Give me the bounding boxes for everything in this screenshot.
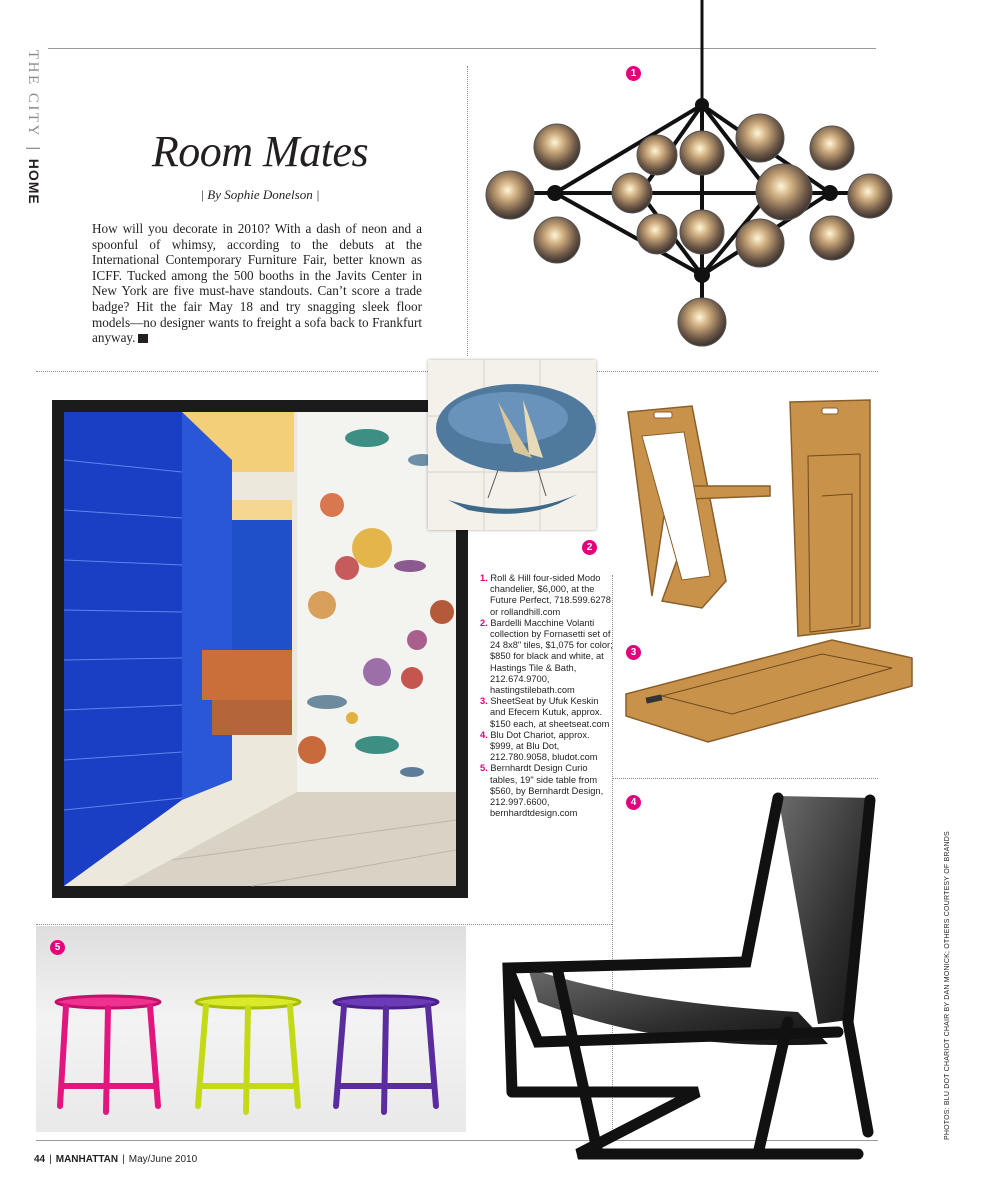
credit-item	[480, 730, 615, 764]
item-badge-4: 4	[626, 795, 641, 810]
intro-paragraph	[92, 221, 422, 346]
chandelier-image	[480, 0, 900, 355]
item-badge-5: 5	[50, 940, 65, 955]
credit-number: 1.	[480, 573, 488, 583]
curio-tables-scene	[36, 926, 466, 1132]
credit-item	[480, 618, 615, 696]
bathroom-photo	[52, 400, 468, 898]
photo-credit: PHOTOS: BLU DOT CHARIOT CHAIR BY DAN MONICK; OTHERS COURTESY OF BRANDS	[944, 831, 951, 1140]
magazine-name: MANHATTAN	[55, 1154, 119, 1165]
credit-item	[480, 573, 615, 618]
credit-text: SheetSeat by Ufuk Keskin and Efecem Kutuk, approx. $150 each, at sheetseat.com	[490, 696, 610, 729]
credit-text: Blu Dot Chariot, approx. $999, at Blu Dot, 212.780.9058, bludot.com	[490, 729, 598, 763]
byline: | By Sophie Donelson |	[200, 187, 320, 202]
section-label	[20, 48, 48, 208]
section-separator: |	[25, 146, 42, 151]
tile-detail-photo	[428, 360, 596, 530]
credit-number: 2.	[480, 617, 488, 628]
issue-date: May/June 2010	[128, 1154, 198, 1165]
intro-text: How will you decorate in 2010? With a dash of neon and a spoonful of whimsy, according to the debuts at the International Contemporary Furniture Fair, better known as ICFF. Tucked among the 500 booths in the Javits Center in New York are five must-have standouts. Can’t score a trade badge? Hit the fair May 18 and try snagging sleek floor models—no designer wants to freight a sofa back to Frankfurt anyway.	[92, 221, 422, 346]
section-name: THE CITY	[25, 50, 41, 138]
credit-text: Roll & Hill four-sided Modo chandelier, $6,000, at the Future Perfect, 718.599.6278 or rollandhill.com	[490, 573, 611, 617]
item-badge-1: 1	[626, 66, 641, 81]
bathroom-scene	[52, 400, 468, 898]
page-footer	[34, 1154, 197, 1165]
magazine-m-logo-icon	[138, 334, 148, 343]
chariot-chair-image	[498, 792, 880, 1164]
credit-text: Bardelli Macchine Volanti collection by Fornasetti set of 24 8x8" tiles, $1,075 for color; $850 for black and white, at Hastings Tile & Bath, 212.674.9700, hastingstilebath.com	[490, 617, 613, 696]
item-badge-3: 3	[626, 645, 641, 660]
credit-text: Bernhardt Design Curio tables, 19" side table from $560, by Bernhardt Design, 212.997.6600, bernhardtdesign.com	[490, 763, 604, 819]
credit-item	[480, 696, 615, 730]
page-number: 44	[34, 1154, 46, 1165]
right-divider	[612, 778, 878, 779]
article-title: Room Mates	[151, 127, 369, 176]
credit-number: 5.	[480, 763, 488, 774]
curio-tables-photo	[36, 926, 466, 1132]
section-subname: HOME	[26, 158, 42, 205]
credit-number: 4.	[480, 729, 488, 740]
column-divider	[467, 66, 468, 356]
footer-separator: |	[122, 1154, 125, 1165]
credit-number: 3.	[480, 696, 488, 707]
sheetseat-image	[622, 396, 917, 756]
credits-list	[480, 573, 615, 819]
airship-tile	[428, 360, 596, 530]
item-badge-2: 2	[582, 540, 597, 555]
footer-separator: |	[49, 1154, 52, 1165]
